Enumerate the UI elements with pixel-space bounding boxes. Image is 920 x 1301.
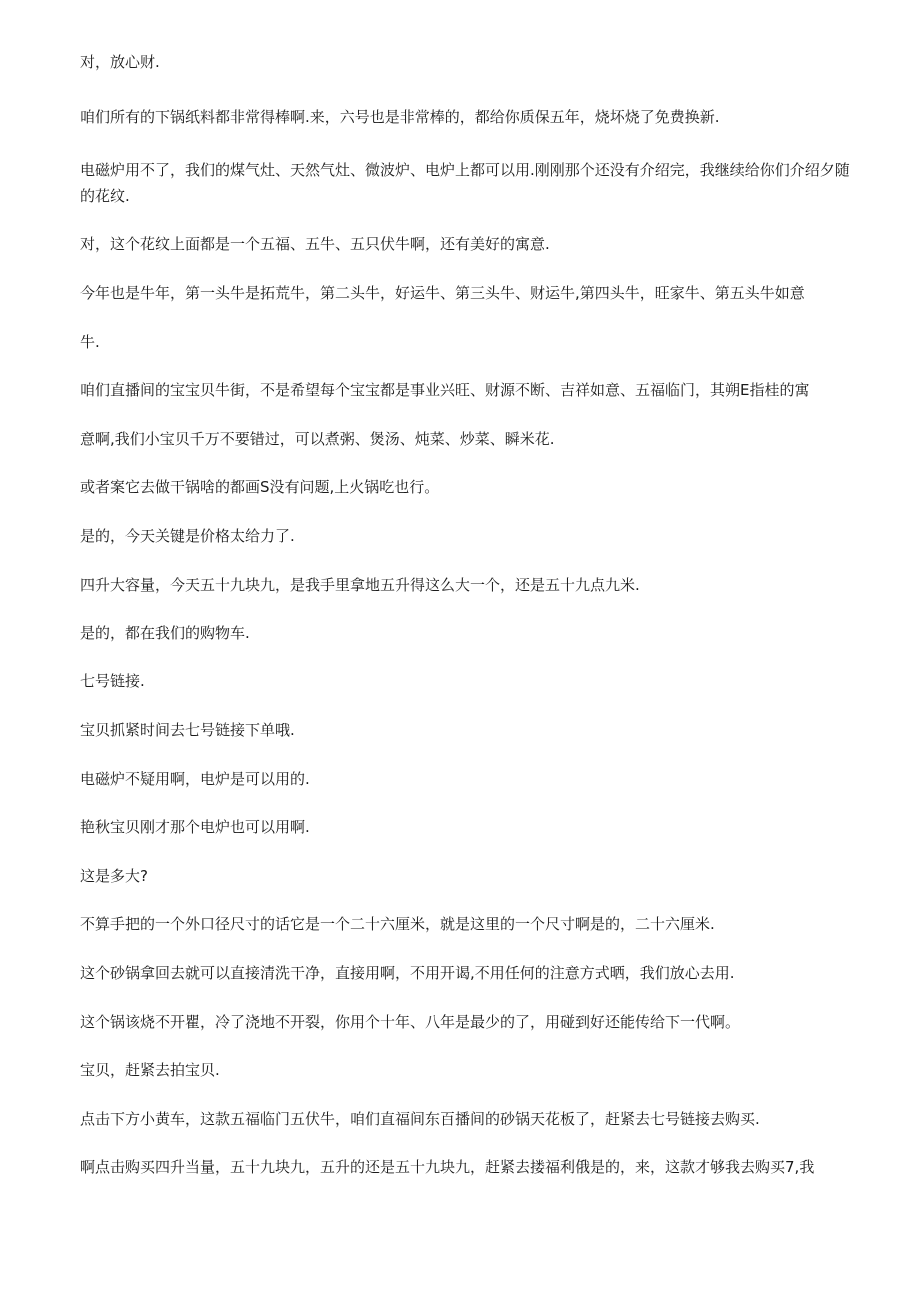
text-line-17: 这是多大?: [80, 867, 148, 885]
text-line-6: 牛.: [80, 333, 100, 351]
text-line-7: 咱们直播间的宝宝贝牛街，不是希望每个宝宝都是事业兴旺、财源不断、吉祥如意、五福临门，其朔E指桂的寓: [80, 381, 810, 399]
text-line-9: 或者案它去做干锅啥的都画S没有问题,上火锅吃也行。: [80, 478, 440, 496]
text-line-13: 七号链接.: [80, 672, 145, 690]
text-line-18: 不算手把的一个外口径尺寸的话它是一个二十六厘米，就是这里的一个尺寸啊是的，二十六厘米.: [80, 915, 715, 933]
text-line-19: 这个砂锅拿回去就可以直接清洗干净，直接用啊，不用开谒,不用任何的注意方式晒，我们放心去用.: [80, 964, 735, 982]
text-line-22: 点击下方小黄车，这款五福临门五伏牛，咱们直福间东百播间的砂锅天花板了，赶紧去七号链接去购买.: [80, 1110, 760, 1128]
text-line-23: 啊点击购买四升当量，五十九块九，五升的还是五十九块九，赶紧去搂福利俄是的，来，这款才够我去购买7,我: [80, 1158, 815, 1176]
text-line-21: 宝贝，赶紧去拍宝贝.: [80, 1061, 220, 1079]
text-line-16: 艳秋宝贝刚才那个电炉也可以用啊.: [80, 818, 310, 836]
text-line-12: 是的，都在我们的购物车.: [80, 624, 250, 642]
text-line-2: 咱们所有的下锅纸料都非常得棒啊.来，六号也是非常棒的，都给你质保五年，烧坏烧了免费换新.: [80, 108, 720, 126]
text-line-1: 对，放心财.: [80, 53, 160, 71]
text-line-10: 是的，今天关键是价格太给力了.: [80, 527, 295, 545]
text-line-4: 对，这个花纹上面都是一个五福、五牛、五只伏牛啊，还有美好的寓意.: [80, 235, 550, 253]
text-line-20: 这个锅该烧不开瞿，冷了浇地不开裂，你用个十年、八年是最少的了，用碰到好还能传给下一代啊。: [80, 1013, 741, 1031]
text-line-3: 电磁炉用不了，我们的煤气灶、天然气灶、微波炉、电炉上都可以用.刚刚那个还没有介绍完，我继续给你们介绍夕随的花纹.: [80, 161, 850, 205]
text-line-14: 宝贝抓紧时间去七号链接下单哦.: [80, 721, 295, 739]
text-line-15: 电磁炉不疑用啊，电炉是可以用的.: [80, 770, 310, 788]
text-line-5: 今年也是牛年，第一头牛是拓荒牛，第二头牛，好运牛、第三头牛、财运牛,第四头牛，旺家牛、第五头牛如意: [80, 284, 805, 302]
text-line-11: 四升大容量，今天五十九块九，是我手里拿地五升得这么大一个，还是五十九点九米.: [80, 576, 640, 594]
text-line-8: 意啊,我们小宝贝千万不要错过，可以煮粥、煲汤、炖菜、炒菜、瞬米花.: [80, 430, 555, 448]
